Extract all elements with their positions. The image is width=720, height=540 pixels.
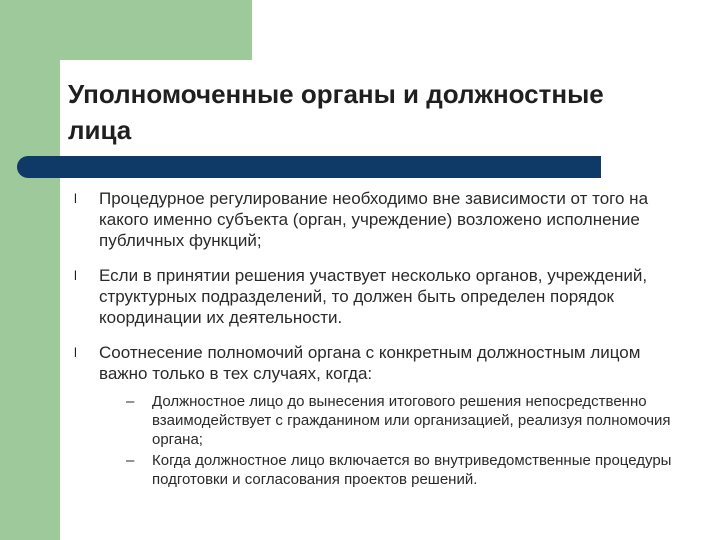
slide-content — [74, 188, 684, 489]
bullet-body — [99, 342, 684, 489]
bullet-text: Соотнесение полномочий органа с конкретным должностным лицом важно только в тех случаях, когда: — [99, 343, 641, 383]
decorative-green-block — [0, 0, 252, 60]
sub-item — [126, 392, 684, 449]
sub-item — [126, 451, 684, 489]
bullet-item-official-correlation — [74, 342, 684, 489]
dash-icon: – — [126, 452, 135, 469]
title-divider-bar — [17, 156, 601, 178]
bullet-icon: l — [74, 268, 77, 283]
sub-item-text: Должностное лицо до вынесения итогового решения непосредственно взаимодействует с гражданином или организацией, реализуя полномочия органа; — [152, 393, 671, 448]
sub-list — [126, 392, 684, 489]
bullet-text: Процедурное регулирование необходимо вне зависимости от того на какого именно субъекта (орган, учреждение) возложено исполнение публичных функций; — [99, 189, 649, 250]
sub-item-text: Когда должностное лицо включается во внутриведомственные процедуры подготовки и согласования проектов решений. — [152, 452, 672, 488]
bullet-icon: l — [74, 345, 77, 360]
bullet-item-procedural-regulation — [74, 188, 684, 251]
bullet-text: Если в принятии решения участвует несколько органов, учреждений, структурных подразделений, то должен быть определен порядок координации их деятельности. — [99, 266, 648, 327]
decorative-green-sidebar — [0, 60, 60, 540]
bullet-icon: l — [74, 191, 77, 206]
slide-title: Уполномоченные органы и должностные лица — [68, 79, 604, 145]
dash-icon: – — [126, 393, 135, 410]
bullet-item-coordination — [74, 265, 684, 328]
